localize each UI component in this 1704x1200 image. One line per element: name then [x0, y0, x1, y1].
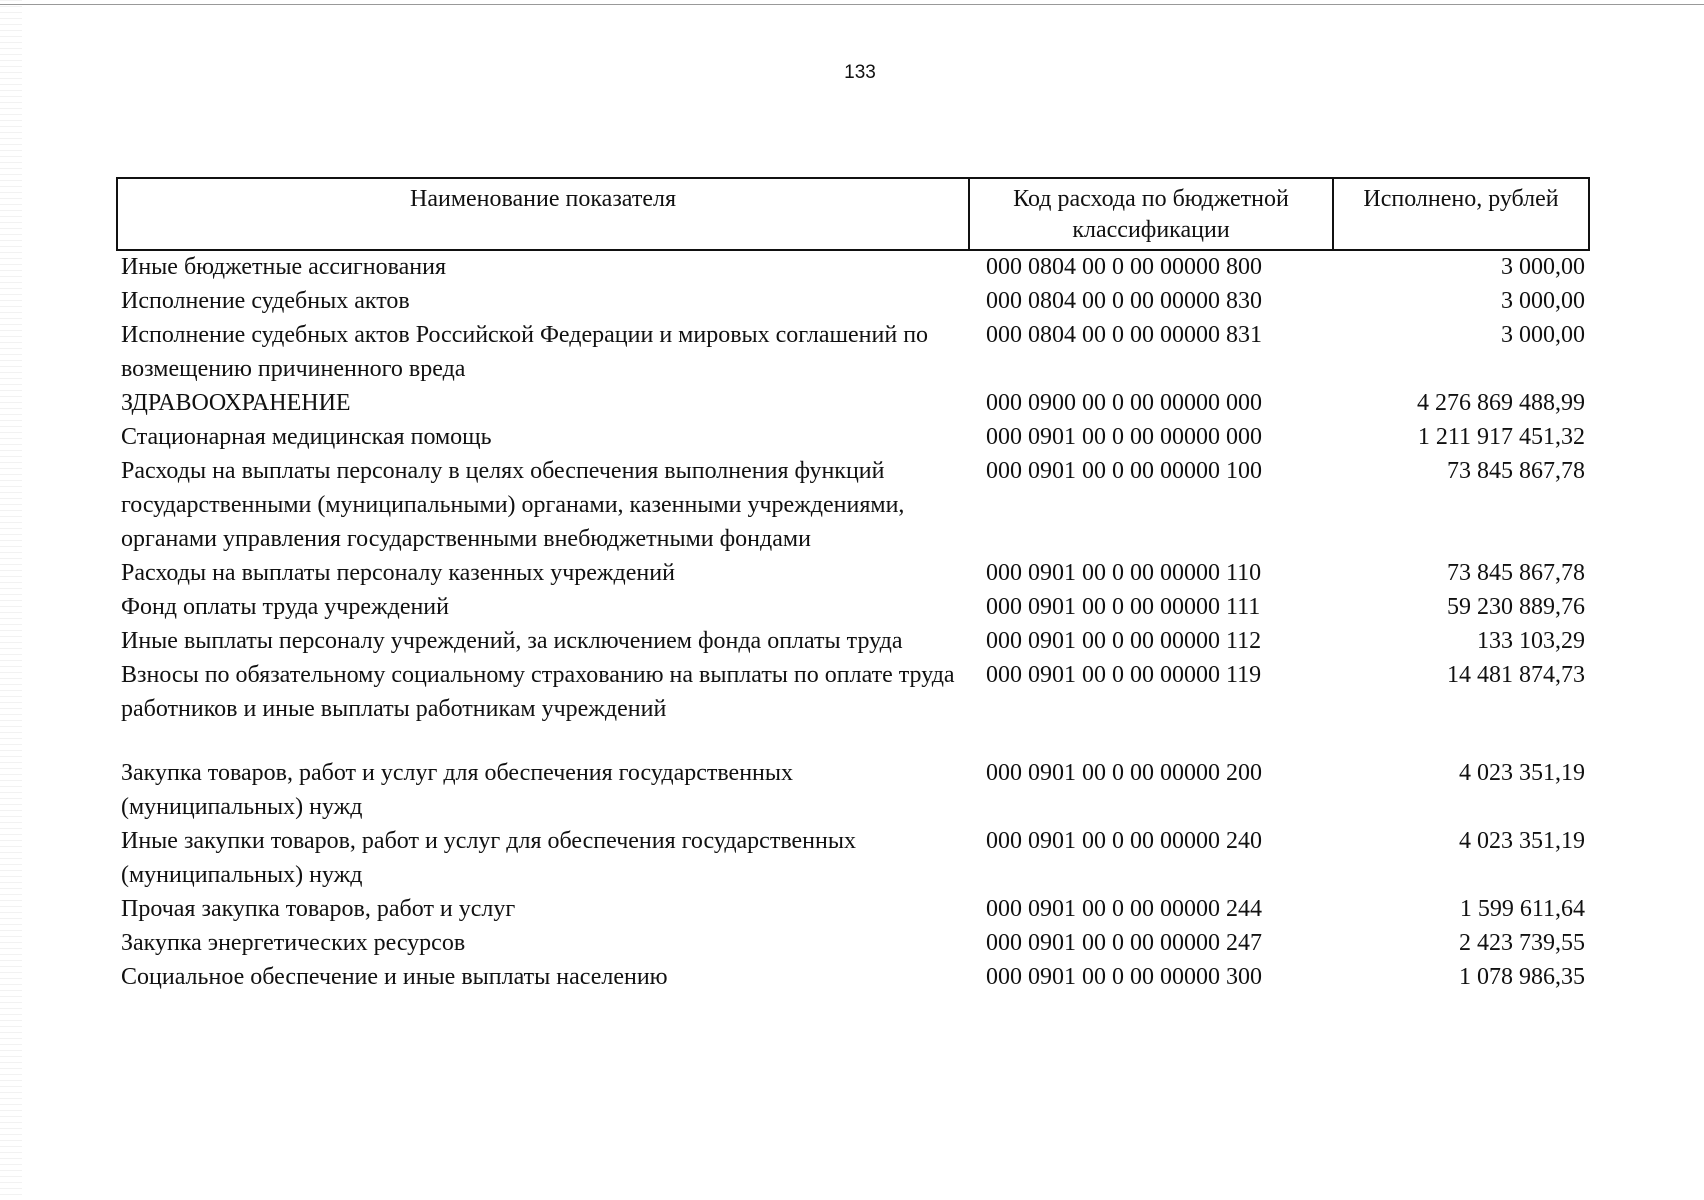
row-code: 000 0901 00 0 00 00000 200 — [986, 760, 1262, 786]
table-header — [116, 177, 1590, 251]
table-row — [121, 824, 1587, 892]
row-code: 000 0901 00 0 00 00000 000 — [986, 424, 1262, 450]
table-row — [121, 658, 1587, 756]
row-code: 000 0804 00 0 00 00000 831 — [986, 322, 1262, 348]
row-code: 000 0804 00 0 00 00000 830 — [986, 288, 1262, 314]
row-name: Исполнение судебных актов — [121, 288, 410, 314]
row-code: 000 0901 00 0 00 00000 247 — [986, 930, 1262, 956]
scan-top-line — [0, 4, 1704, 5]
table-row — [121, 420, 1587, 454]
row-amount: 3 000,00 — [1501, 288, 1585, 314]
row-code: 000 0901 00 0 00 00000 300 — [986, 964, 1262, 990]
row-amount: 1 211 917 451,32 — [1417, 424, 1585, 450]
row-amount: 2 423 739,55 — [1459, 930, 1585, 956]
row-name: Расходы на выплаты персоналу казенных учреждений — [121, 560, 675, 586]
row-code: 000 0901 00 0 00 00000 111 — [986, 594, 1261, 620]
row-code: 000 0901 00 0 00 00000 119 — [986, 662, 1262, 688]
table-row — [121, 318, 1587, 386]
header-code: Код расхода по бюджетной классификации — [968, 179, 1332, 249]
row-name: Иные выплаты персоналу учреждений, за исключением фонда оплаты труда — [121, 628, 903, 654]
scan-edge — [0, 0, 22, 1200]
row-name: Фонд оплаты труда учреждений — [121, 594, 449, 620]
table-row — [121, 756, 1587, 824]
row-amount: 1 599 611,64 — [1459, 896, 1585, 922]
table-row — [121, 250, 1587, 284]
row-amount: 4 023 351,19 — [1459, 828, 1585, 854]
row-amount: 133 103,29 — [1477, 628, 1585, 654]
row-name: Исполнение судебных актов Российской Федерации и мировых соглашений по возмещению причиненного вреда — [121, 322, 929, 382]
row-code: 000 0901 00 0 00 00000 240 — [986, 828, 1262, 854]
row-name: Стационарная медицинская помощь — [121, 424, 492, 450]
row-name: Иные бюджетные ассигнования — [121, 254, 446, 280]
row-code: 000 0901 00 0 00 00000 244 — [986, 896, 1262, 922]
row-code: 000 0804 00 0 00 00000 800 — [986, 254, 1262, 280]
row-amount: 73 845 867,78 — [1447, 560, 1585, 586]
row-amount: 3 000,00 — [1501, 254, 1585, 280]
table-row — [121, 284, 1587, 318]
row-code: 000 0901 00 0 00 00000 112 — [986, 628, 1262, 654]
page-number: 133 — [844, 62, 876, 83]
row-amount: 3 000,00 — [1501, 322, 1585, 348]
table-row — [121, 386, 1587, 420]
row-amount: 1 078 986,35 — [1459, 964, 1585, 990]
table-row — [121, 624, 1587, 658]
row-name: Прочая закупка товаров, работ и услуг — [121, 896, 516, 922]
row-amount: 73 845 867,78 — [1447, 458, 1585, 484]
table-row — [121, 960, 1587, 994]
row-name: Расходы на выплаты персоналу в целях обеспечения выполнения функций государственными (муниципальными) органами, казенными учреждениями, органами управления государственными внебюджетными фондами — [121, 458, 905, 552]
header-amount: Исполнено, рублей — [1332, 179, 1588, 249]
row-code: 000 0900 00 0 00 00000 000 — [986, 390, 1262, 416]
row-name: Закупка товаров, работ и услуг для обеспечения государственных (муниципальных) нужд — [121, 760, 794, 820]
table-row — [121, 556, 1587, 590]
row-name: ЗДРАВООХРАНЕНИЕ — [121, 390, 351, 416]
table-row — [121, 454, 1587, 556]
row-amount: 4 276 869 488,99 — [1417, 390, 1585, 416]
row-amount: 4 023 351,19 — [1459, 760, 1585, 786]
header-name: Наименование показателя — [410, 186, 676, 212]
row-amount: 59 230 889,76 — [1447, 594, 1585, 620]
row-code: 000 0901 00 0 00 00000 100 — [986, 458, 1262, 484]
table-row — [121, 926, 1587, 960]
row-amount: 14 481 874,73 — [1447, 662, 1585, 688]
table-row — [121, 590, 1587, 624]
row-code: 000 0901 00 0 00 00000 110 — [986, 560, 1262, 586]
table-body — [121, 250, 1587, 994]
table-row — [121, 892, 1587, 926]
row-name: Социальное обеспечение и иные выплаты населению — [121, 964, 668, 990]
row-name: Закупка энергетических ресурсов — [121, 930, 466, 956]
row-name: Иные закупки товаров, работ и услуг для обеспечения государственных (муниципальных) нужд — [121, 828, 856, 888]
row-name: Взносы по обязательному социальному страхованию на выплаты по оплате труда работников и иные выплаты работникам учреждений — [121, 662, 955, 722]
